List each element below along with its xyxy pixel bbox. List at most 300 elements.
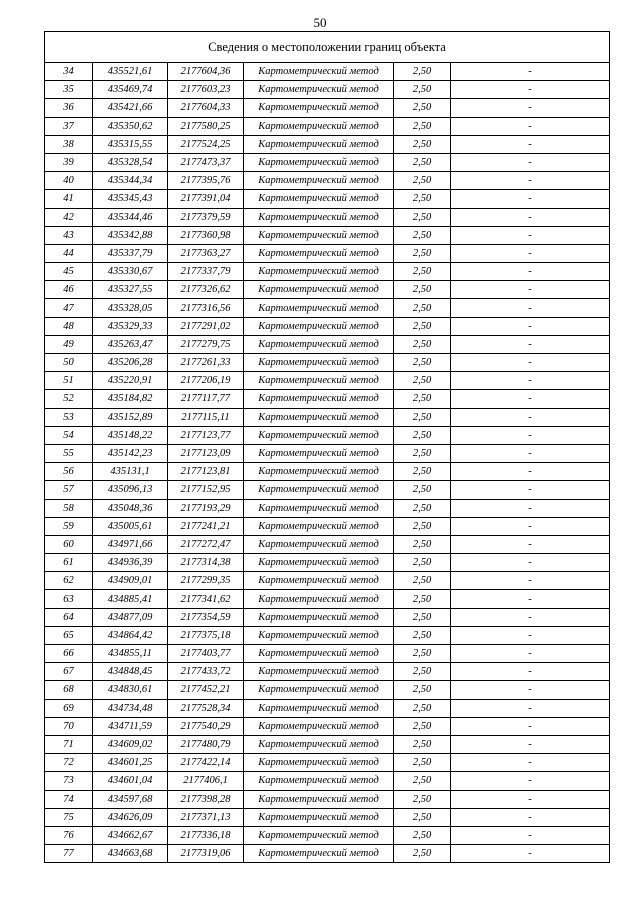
method-cell: Картометрический метод bbox=[244, 81, 394, 99]
point-number-cell: 68 bbox=[45, 681, 93, 699]
accuracy-cell: 2,50 bbox=[394, 663, 451, 681]
accuracy-cell: 2,50 bbox=[394, 645, 451, 663]
table-row bbox=[45, 190, 610, 208]
y-coordinate-cell: 2177604,36 bbox=[168, 63, 244, 81]
y-coordinate-cell: 2177299,35 bbox=[168, 572, 244, 590]
method-cell: Картометрический метод bbox=[244, 590, 394, 608]
table-title: Сведения о местоположении границ объекта bbox=[45, 32, 610, 63]
table-row bbox=[45, 263, 610, 281]
x-coordinate-cell: 435330,67 bbox=[93, 263, 168, 281]
y-coordinate-cell: 2177316,56 bbox=[168, 299, 244, 317]
note-cell: - bbox=[451, 226, 610, 244]
accuracy-cell: 2,50 bbox=[394, 190, 451, 208]
table-row bbox=[45, 590, 610, 608]
accuracy-cell: 2,50 bbox=[394, 845, 451, 863]
y-coordinate-cell: 2177326,62 bbox=[168, 281, 244, 299]
y-coordinate-cell: 2177363,27 bbox=[168, 244, 244, 262]
x-coordinate-cell: 435184,82 bbox=[93, 390, 168, 408]
point-number-cell: 41 bbox=[45, 190, 93, 208]
y-coordinate-cell: 2177123,81 bbox=[168, 463, 244, 481]
x-coordinate-cell: 435469,74 bbox=[93, 81, 168, 99]
x-coordinate-cell: 435220,91 bbox=[93, 372, 168, 390]
table-row bbox=[45, 426, 610, 444]
point-number-cell: 57 bbox=[45, 481, 93, 499]
note-cell: - bbox=[451, 153, 610, 171]
x-coordinate-cell: 434626,09 bbox=[93, 808, 168, 826]
x-coordinate-cell: 435344,34 bbox=[93, 172, 168, 190]
accuracy-cell: 2,50 bbox=[394, 608, 451, 626]
table-row bbox=[45, 845, 610, 863]
note-cell: - bbox=[451, 135, 610, 153]
accuracy-cell: 2,50 bbox=[394, 572, 451, 590]
note-cell: - bbox=[451, 554, 610, 572]
method-cell: Картометрический метод bbox=[244, 444, 394, 462]
x-coordinate-cell: 435342,88 bbox=[93, 226, 168, 244]
point-number-cell: 46 bbox=[45, 281, 93, 299]
method-cell: Картометрический метод bbox=[244, 135, 394, 153]
note-cell: - bbox=[451, 772, 610, 790]
x-coordinate-cell: 435148,22 bbox=[93, 426, 168, 444]
method-cell: Картометрический метод bbox=[244, 554, 394, 572]
note-cell: - bbox=[451, 517, 610, 535]
note-cell: - bbox=[451, 608, 610, 626]
table-row bbox=[45, 226, 610, 244]
table-row bbox=[45, 699, 610, 717]
y-coordinate-cell: 2177241,21 bbox=[168, 517, 244, 535]
y-coordinate-cell: 2177336,18 bbox=[168, 826, 244, 844]
point-number-cell: 61 bbox=[45, 554, 93, 572]
y-coordinate-cell: 2177152,95 bbox=[168, 481, 244, 499]
y-coordinate-cell: 2177272,47 bbox=[168, 535, 244, 553]
table-row bbox=[45, 63, 610, 81]
x-coordinate-cell: 435152,89 bbox=[93, 408, 168, 426]
y-coordinate-cell: 2177337,79 bbox=[168, 263, 244, 281]
accuracy-cell: 2,50 bbox=[394, 408, 451, 426]
table-row bbox=[45, 281, 610, 299]
point-number-cell: 55 bbox=[45, 444, 93, 462]
y-coordinate-cell: 2177604,33 bbox=[168, 99, 244, 117]
note-cell: - bbox=[451, 754, 610, 772]
accuracy-cell: 2,50 bbox=[394, 535, 451, 553]
x-coordinate-cell: 434971,66 bbox=[93, 535, 168, 553]
method-cell: Картометрический метод bbox=[244, 317, 394, 335]
note-cell: - bbox=[451, 117, 610, 135]
note-cell: - bbox=[451, 372, 610, 390]
method-cell: Картометрический метод bbox=[244, 372, 394, 390]
table-row bbox=[45, 299, 610, 317]
point-number-cell: 62 bbox=[45, 572, 93, 590]
y-coordinate-cell: 2177115,11 bbox=[168, 408, 244, 426]
table-row bbox=[45, 681, 610, 699]
note-cell: - bbox=[451, 535, 610, 553]
method-cell: Картометрический метод bbox=[244, 481, 394, 499]
method-cell: Картометрический метод bbox=[244, 63, 394, 81]
x-coordinate-cell: 435048,36 bbox=[93, 499, 168, 517]
note-cell: - bbox=[451, 208, 610, 226]
note-cell: - bbox=[451, 81, 610, 99]
table-row bbox=[45, 808, 610, 826]
y-coordinate-cell: 2177279,75 bbox=[168, 335, 244, 353]
method-cell: Картометрический метод bbox=[244, 681, 394, 699]
point-number-cell: 54 bbox=[45, 426, 93, 444]
table-row bbox=[45, 335, 610, 353]
accuracy-cell: 2,50 bbox=[394, 117, 451, 135]
y-coordinate-cell: 2177371,13 bbox=[168, 808, 244, 826]
note-cell: - bbox=[451, 263, 610, 281]
note-cell: - bbox=[451, 663, 610, 681]
table-row bbox=[45, 826, 610, 844]
point-number-cell: 65 bbox=[45, 626, 93, 644]
note-cell: - bbox=[451, 826, 610, 844]
note-cell: - bbox=[451, 390, 610, 408]
y-coordinate-cell: 2177403,77 bbox=[168, 645, 244, 663]
accuracy-cell: 2,50 bbox=[394, 790, 451, 808]
method-cell: Картометрический метод bbox=[244, 226, 394, 244]
x-coordinate-cell: 435263,47 bbox=[93, 335, 168, 353]
y-coordinate-cell: 2177193,29 bbox=[168, 499, 244, 517]
x-coordinate-cell: 434936,39 bbox=[93, 554, 168, 572]
table-row bbox=[45, 735, 610, 753]
accuracy-cell: 2,50 bbox=[394, 681, 451, 699]
x-coordinate-cell: 435521,61 bbox=[93, 63, 168, 81]
note-cell: - bbox=[451, 281, 610, 299]
note-cell: - bbox=[451, 463, 610, 481]
x-coordinate-cell: 435337,79 bbox=[93, 244, 168, 262]
point-number-cell: 56 bbox=[45, 463, 93, 481]
accuracy-cell: 2,50 bbox=[394, 826, 451, 844]
accuracy-cell: 2,50 bbox=[394, 463, 451, 481]
table-row bbox=[45, 172, 610, 190]
y-coordinate-cell: 2177480,79 bbox=[168, 735, 244, 753]
table-row bbox=[45, 663, 610, 681]
method-cell: Картометрический метод bbox=[244, 172, 394, 190]
x-coordinate-cell: 435142,23 bbox=[93, 444, 168, 462]
table-row bbox=[45, 790, 610, 808]
point-number-cell: 58 bbox=[45, 499, 93, 517]
method-cell: Картометрический метод bbox=[244, 244, 394, 262]
y-coordinate-cell: 2177314,38 bbox=[168, 554, 244, 572]
x-coordinate-cell: 434711,59 bbox=[93, 717, 168, 735]
x-coordinate-cell: 435206,28 bbox=[93, 354, 168, 372]
note-cell: - bbox=[451, 735, 610, 753]
accuracy-cell: 2,50 bbox=[394, 354, 451, 372]
note-cell: - bbox=[451, 408, 610, 426]
method-cell: Картометрический метод bbox=[244, 826, 394, 844]
method-cell: Картометрический метод bbox=[244, 390, 394, 408]
point-number-cell: 40 bbox=[45, 172, 93, 190]
table-row bbox=[45, 554, 610, 572]
x-coordinate-cell: 435131,1 bbox=[93, 463, 168, 481]
note-cell: - bbox=[451, 499, 610, 517]
method-cell: Картометрический метод bbox=[244, 499, 394, 517]
y-coordinate-cell: 2177319,06 bbox=[168, 845, 244, 863]
table-row bbox=[45, 81, 610, 99]
note-cell: - bbox=[451, 299, 610, 317]
x-coordinate-cell: 435096,13 bbox=[93, 481, 168, 499]
method-cell: Картометрический метод bbox=[244, 735, 394, 753]
table-row bbox=[45, 608, 610, 626]
method-cell: Картометрический метод bbox=[244, 645, 394, 663]
x-coordinate-cell: 434662,67 bbox=[93, 826, 168, 844]
note-cell: - bbox=[451, 354, 610, 372]
y-coordinate-cell: 2177123,09 bbox=[168, 444, 244, 462]
accuracy-cell: 2,50 bbox=[394, 63, 451, 81]
accuracy-cell: 2,50 bbox=[394, 281, 451, 299]
coordinates-table bbox=[44, 31, 609, 863]
y-coordinate-cell: 2177540,29 bbox=[168, 717, 244, 735]
accuracy-cell: 2,50 bbox=[394, 153, 451, 171]
accuracy-cell: 2,50 bbox=[394, 390, 451, 408]
page-number: 50 bbox=[313, 15, 327, 30]
note-cell: - bbox=[451, 645, 610, 663]
method-cell: Картометрический метод bbox=[244, 299, 394, 317]
method-cell: Картометрический метод bbox=[244, 717, 394, 735]
x-coordinate-cell: 435328,05 bbox=[93, 299, 168, 317]
accuracy-cell: 2,50 bbox=[394, 717, 451, 735]
note-cell: - bbox=[451, 426, 610, 444]
method-cell: Картометрический метод bbox=[244, 699, 394, 717]
table-row bbox=[45, 317, 610, 335]
point-number-cell: 49 bbox=[45, 335, 93, 353]
x-coordinate-cell: 434601,04 bbox=[93, 772, 168, 790]
table-row bbox=[45, 408, 610, 426]
method-cell: Картометрический метод bbox=[244, 572, 394, 590]
note-cell: - bbox=[451, 717, 610, 735]
table-row bbox=[45, 717, 610, 735]
point-number-cell: 47 bbox=[45, 299, 93, 317]
point-number-cell: 70 bbox=[45, 717, 93, 735]
x-coordinate-cell: 435329,33 bbox=[93, 317, 168, 335]
point-number-cell: 39 bbox=[45, 153, 93, 171]
note-cell: - bbox=[451, 626, 610, 644]
note-cell: - bbox=[451, 63, 610, 81]
note-cell: - bbox=[451, 790, 610, 808]
x-coordinate-cell: 434909,01 bbox=[93, 572, 168, 590]
note-cell: - bbox=[451, 681, 610, 699]
y-coordinate-cell: 2177379,59 bbox=[168, 208, 244, 226]
method-cell: Картометрический метод bbox=[244, 117, 394, 135]
note-cell: - bbox=[451, 172, 610, 190]
x-coordinate-cell: 434597,68 bbox=[93, 790, 168, 808]
table-row bbox=[45, 208, 610, 226]
y-coordinate-cell: 2177433,72 bbox=[168, 663, 244, 681]
method-cell: Картометрический метод bbox=[244, 263, 394, 281]
note-cell: - bbox=[451, 590, 610, 608]
x-coordinate-cell: 434864,42 bbox=[93, 626, 168, 644]
point-number-cell: 71 bbox=[45, 735, 93, 753]
y-coordinate-cell: 2177375,18 bbox=[168, 626, 244, 644]
accuracy-cell: 2,50 bbox=[394, 172, 451, 190]
note-cell: - bbox=[451, 317, 610, 335]
accuracy-cell: 2,50 bbox=[394, 754, 451, 772]
method-cell: Картометрический метод bbox=[244, 208, 394, 226]
accuracy-cell: 2,50 bbox=[394, 499, 451, 517]
accuracy-cell: 2,50 bbox=[394, 554, 451, 572]
point-number-cell: 52 bbox=[45, 390, 93, 408]
table-row bbox=[45, 99, 610, 117]
accuracy-cell: 2,50 bbox=[394, 99, 451, 117]
method-cell: Картометрический метод bbox=[244, 99, 394, 117]
y-coordinate-cell: 2177206,19 bbox=[168, 372, 244, 390]
table-row bbox=[45, 481, 610, 499]
accuracy-cell: 2,50 bbox=[394, 81, 451, 99]
accuracy-cell: 2,50 bbox=[394, 372, 451, 390]
method-cell: Картометрический метод bbox=[244, 426, 394, 444]
y-coordinate-cell: 2177473,37 bbox=[168, 153, 244, 171]
y-coordinate-cell: 2177123,77 bbox=[168, 426, 244, 444]
note-cell: - bbox=[451, 190, 610, 208]
y-coordinate-cell: 2177406,1 bbox=[168, 772, 244, 790]
table-row bbox=[45, 244, 610, 262]
accuracy-cell: 2,50 bbox=[394, 208, 451, 226]
table-row bbox=[45, 626, 610, 644]
method-cell: Картометрический метод bbox=[244, 354, 394, 372]
point-number-cell: 53 bbox=[45, 408, 93, 426]
accuracy-cell: 2,50 bbox=[394, 317, 451, 335]
x-coordinate-cell: 435350,62 bbox=[93, 117, 168, 135]
point-number-cell: 59 bbox=[45, 517, 93, 535]
accuracy-cell: 2,50 bbox=[394, 263, 451, 281]
method-cell: Картометрический метод bbox=[244, 463, 394, 481]
x-coordinate-cell: 435344,46 bbox=[93, 208, 168, 226]
point-number-cell: 44 bbox=[45, 244, 93, 262]
point-number-cell: 74 bbox=[45, 790, 93, 808]
x-coordinate-cell: 435345,43 bbox=[93, 190, 168, 208]
accuracy-cell: 2,50 bbox=[394, 808, 451, 826]
note-cell: - bbox=[451, 99, 610, 117]
method-cell: Картометрический метод bbox=[244, 626, 394, 644]
accuracy-cell: 2,50 bbox=[394, 481, 451, 499]
y-coordinate-cell: 2177398,28 bbox=[168, 790, 244, 808]
note-cell: - bbox=[451, 481, 610, 499]
accuracy-cell: 2,50 bbox=[394, 426, 451, 444]
y-coordinate-cell: 2177360,98 bbox=[168, 226, 244, 244]
table-row bbox=[45, 535, 610, 553]
note-cell: - bbox=[451, 335, 610, 353]
x-coordinate-cell: 434609,02 bbox=[93, 735, 168, 753]
table-row bbox=[45, 153, 610, 171]
point-number-cell: 48 bbox=[45, 317, 93, 335]
point-number-cell: 35 bbox=[45, 81, 93, 99]
table-row bbox=[45, 135, 610, 153]
method-cell: Картометрический метод bbox=[244, 808, 394, 826]
point-number-cell: 72 bbox=[45, 754, 93, 772]
point-number-cell: 42 bbox=[45, 208, 93, 226]
x-coordinate-cell: 434855,11 bbox=[93, 645, 168, 663]
y-coordinate-cell: 2177422,14 bbox=[168, 754, 244, 772]
table-row bbox=[45, 354, 610, 372]
point-number-cell: 51 bbox=[45, 372, 93, 390]
x-coordinate-cell: 434734,48 bbox=[93, 699, 168, 717]
table-row bbox=[45, 754, 610, 772]
note-cell: - bbox=[451, 699, 610, 717]
point-number-cell: 50 bbox=[45, 354, 93, 372]
accuracy-cell: 2,50 bbox=[394, 226, 451, 244]
accuracy-cell: 2,50 bbox=[394, 444, 451, 462]
method-cell: Картометрический метод bbox=[244, 190, 394, 208]
note-cell: - bbox=[451, 244, 610, 262]
x-coordinate-cell: 435421,66 bbox=[93, 99, 168, 117]
y-coordinate-cell: 2177117,77 bbox=[168, 390, 244, 408]
point-number-cell: 34 bbox=[45, 63, 93, 81]
y-coordinate-cell: 2177603,23 bbox=[168, 81, 244, 99]
table-row bbox=[45, 390, 610, 408]
point-number-cell: 67 bbox=[45, 663, 93, 681]
y-coordinate-cell: 2177291,02 bbox=[168, 317, 244, 335]
point-number-cell: 38 bbox=[45, 135, 93, 153]
method-cell: Картометрический метод bbox=[244, 790, 394, 808]
x-coordinate-cell: 435327,55 bbox=[93, 281, 168, 299]
accuracy-cell: 2,50 bbox=[394, 590, 451, 608]
note-cell: - bbox=[451, 845, 610, 863]
table-row bbox=[45, 372, 610, 390]
accuracy-cell: 2,50 bbox=[394, 335, 451, 353]
accuracy-cell: 2,50 bbox=[394, 299, 451, 317]
point-number-cell: 37 bbox=[45, 117, 93, 135]
y-coordinate-cell: 2177391,04 bbox=[168, 190, 244, 208]
point-number-cell: 60 bbox=[45, 535, 93, 553]
accuracy-cell: 2,50 bbox=[394, 135, 451, 153]
x-coordinate-cell: 434877,09 bbox=[93, 608, 168, 626]
method-cell: Картометрический метод bbox=[244, 772, 394, 790]
point-number-cell: 64 bbox=[45, 608, 93, 626]
method-cell: Картометрический метод bbox=[244, 517, 394, 535]
note-cell: - bbox=[451, 572, 610, 590]
table-row bbox=[45, 463, 610, 481]
method-cell: Картометрический метод bbox=[244, 153, 394, 171]
x-coordinate-cell: 435005,61 bbox=[93, 517, 168, 535]
point-number-cell: 76 bbox=[45, 826, 93, 844]
point-number-cell: 69 bbox=[45, 699, 93, 717]
table-row bbox=[45, 645, 610, 663]
note-cell: - bbox=[451, 808, 610, 826]
point-number-cell: 63 bbox=[45, 590, 93, 608]
x-coordinate-cell: 434848,45 bbox=[93, 663, 168, 681]
method-cell: Картометрический метод bbox=[244, 281, 394, 299]
accuracy-cell: 2,50 bbox=[394, 244, 451, 262]
y-coordinate-cell: 2177524,25 bbox=[168, 135, 244, 153]
note-cell: - bbox=[451, 444, 610, 462]
table-row bbox=[45, 517, 610, 535]
method-cell: Картометрический метод bbox=[244, 535, 394, 553]
y-coordinate-cell: 2177395,76 bbox=[168, 172, 244, 190]
accuracy-cell: 2,50 bbox=[394, 772, 451, 790]
point-number-cell: 45 bbox=[45, 263, 93, 281]
method-cell: Картометрический метод bbox=[244, 845, 394, 863]
y-coordinate-cell: 2177354,59 bbox=[168, 608, 244, 626]
point-number-cell: 73 bbox=[45, 772, 93, 790]
accuracy-cell: 2,50 bbox=[394, 626, 451, 644]
x-coordinate-cell: 435315,55 bbox=[93, 135, 168, 153]
method-cell: Картометрический метод bbox=[244, 335, 394, 353]
point-number-cell: 43 bbox=[45, 226, 93, 244]
point-number-cell: 66 bbox=[45, 645, 93, 663]
point-number-cell: 77 bbox=[45, 845, 93, 863]
table-row bbox=[45, 444, 610, 462]
x-coordinate-cell: 434601,25 bbox=[93, 754, 168, 772]
point-number-cell: 75 bbox=[45, 808, 93, 826]
table-row bbox=[45, 772, 610, 790]
y-coordinate-cell: 2177341,62 bbox=[168, 590, 244, 608]
accuracy-cell: 2,50 bbox=[394, 517, 451, 535]
table-row bbox=[45, 499, 610, 517]
method-cell: Картометрический метод bbox=[244, 754, 394, 772]
table-row bbox=[45, 117, 610, 135]
point-number-cell: 36 bbox=[45, 99, 93, 117]
method-cell: Картометрический метод bbox=[244, 408, 394, 426]
x-coordinate-cell: 434885,41 bbox=[93, 590, 168, 608]
accuracy-cell: 2,50 bbox=[394, 699, 451, 717]
